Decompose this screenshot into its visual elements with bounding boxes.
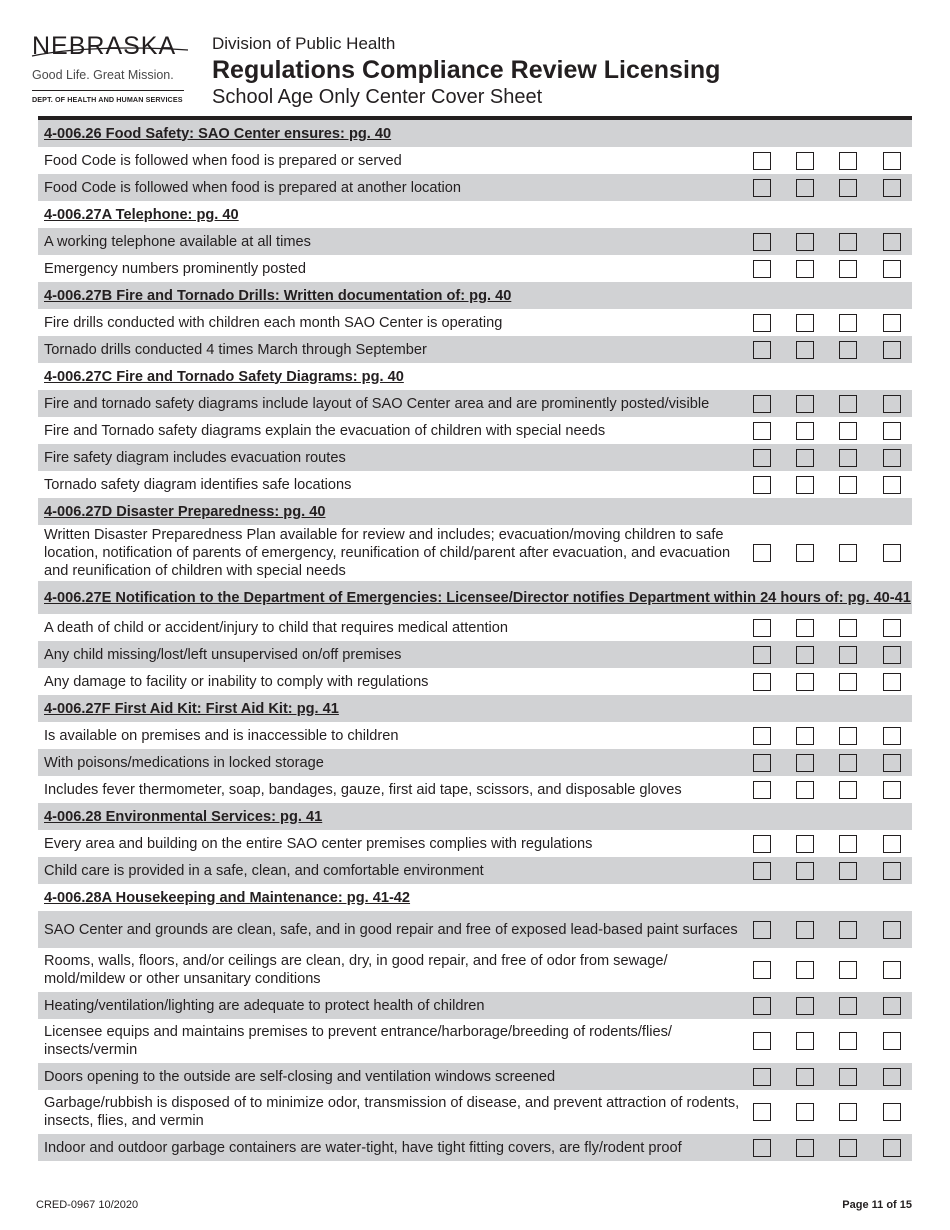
checkbox-col-4[interactable] [883, 544, 901, 562]
section-header-row [38, 803, 912, 830]
requirement-text: Child care is provided in a safe, clean, and comfortable environment [44, 862, 484, 879]
checkbox-col-4[interactable] [883, 997, 901, 1015]
checklist-row [38, 911, 912, 948]
checkbox-group [744, 830, 912, 857]
requirement-text: Food Code is followed when food is prepared at another location [44, 179, 461, 196]
checkbox-col-2[interactable] [796, 179, 814, 197]
checkbox-col-4[interactable] [883, 179, 901, 197]
checklist-row [38, 992, 912, 1019]
nebraska-dhhs-logo [30, 30, 190, 110]
checklist-row [38, 336, 912, 363]
requirement-text: SAO Center and grounds are clean, safe, and in good repair and free of exposed lead-based paint surfaces [44, 921, 738, 938]
checkbox-col-2[interactable] [796, 341, 814, 359]
checkbox-group [744, 668, 912, 695]
logo-wordmark: NEBRASKA [32, 32, 177, 60]
section-header-row [38, 282, 912, 309]
checkbox-group [744, 255, 912, 282]
checkbox-col-2[interactable] [796, 1032, 814, 1050]
checkbox-col-4[interactable] [883, 449, 901, 467]
checkbox-col-2[interactable] [796, 619, 814, 637]
form-id: CRED-0967 10/2020 [36, 1199, 139, 1211]
checkbox-col-3[interactable] [839, 233, 857, 251]
page-subtitle: School Age Only Center Cover Sheet [212, 86, 543, 108]
checkbox-col-3[interactable] [839, 422, 857, 440]
checkbox-col-3[interactable] [839, 395, 857, 413]
checkbox-col-3[interactable] [839, 476, 857, 494]
checkbox-col-1[interactable] [753, 997, 771, 1015]
checkbox-col-3[interactable] [839, 1139, 857, 1157]
checkbox-col-3[interactable] [839, 152, 857, 170]
checklist-row [38, 948, 912, 992]
checkbox-col-3[interactable] [839, 961, 857, 979]
section-header-row [38, 363, 912, 390]
checkbox-col-4[interactable] [883, 727, 901, 745]
checkbox-col-2[interactable] [796, 1139, 814, 1157]
section-title: 4-006.27D Disaster Preparedness: pg. 40 [44, 503, 326, 520]
checkbox-col-4[interactable] [883, 152, 901, 170]
checkbox-col-4[interactable] [883, 314, 901, 332]
checkbox-col-3[interactable] [839, 179, 857, 197]
requirement-text: Rooms, walls, floors, and/or ceilings are clean, dry, in good repair, and free of odor from sewage/ mold/mildew or other unsanitary conditions [44, 953, 668, 987]
checkbox-col-4[interactable] [883, 961, 901, 979]
requirement-text: Tornado safety diagram identifies safe locations [44, 476, 352, 493]
checklist-row [38, 1019, 912, 1063]
page-number: Page 11 of 15 [842, 1199, 912, 1211]
checkbox-col-3[interactable] [839, 260, 857, 278]
page-title: Regulations Compliance Review Licensing [212, 56, 721, 84]
checkbox-col-3[interactable] [839, 314, 857, 332]
requirement-text: Written Disaster Preparedness Plan available for review and includes; evacuation/moving children to safe location, notification of parents of emergency, reunification of child/parent after evacuation, and evacuation and reunification of children with special needs [44, 527, 731, 579]
checkbox-col-4[interactable] [883, 422, 901, 440]
checklist-row [38, 147, 912, 174]
checklist-row [38, 749, 912, 776]
checklist-row [38, 390, 912, 417]
section-title: 4-006.28 Environmental Services: pg. 41 [44, 808, 323, 825]
checkbox-group [744, 948, 912, 992]
checkbox-group [744, 471, 912, 498]
checkbox-col-4[interactable] [883, 646, 901, 664]
checkbox-group [744, 776, 912, 803]
checkbox-col-2[interactable] [796, 233, 814, 251]
checkbox-col-3[interactable] [839, 921, 857, 939]
checklist-row [38, 776, 912, 803]
checklist-row [38, 417, 912, 444]
checkbox-col-1[interactable] [753, 646, 771, 664]
requirement-text: Food Code is followed when food is prepared or served [44, 152, 402, 169]
section-header-row [38, 201, 912, 228]
header-titles [212, 34, 720, 109]
checkbox-col-2[interactable] [796, 1068, 814, 1086]
logo-tagline: Good Life. Great Mission. [32, 68, 174, 82]
section-header-row [38, 884, 912, 911]
checklist-row [38, 668, 912, 695]
checkbox-group [744, 228, 912, 255]
requirement-text: Any damage to facility or inability to comply with regulations [44, 673, 429, 690]
requirement-text: Fire drills conducted with children each month SAO Center is operating [44, 314, 503, 331]
checkbox-group [744, 309, 912, 336]
checkbox-col-1[interactable] [753, 341, 771, 359]
requirement-text: Fire and tornado safety diagrams include layout of SAO Center area and are prominently posted/visible [44, 395, 710, 412]
checkbox-col-2[interactable] [796, 422, 814, 440]
checkbox-col-2[interactable] [796, 835, 814, 853]
checkbox-col-1[interactable] [753, 260, 771, 278]
checkbox-col-3[interactable] [839, 754, 857, 772]
checkbox-col-4[interactable] [883, 619, 901, 637]
checklist-row [38, 525, 912, 581]
checkbox-col-3[interactable] [839, 781, 857, 799]
requirement-text: Fire safety diagram includes evacuation routes [44, 449, 346, 466]
checkbox-col-1[interactable] [753, 1068, 771, 1086]
section-header-row [38, 498, 912, 525]
checkbox-col-2[interactable] [796, 862, 814, 880]
checkbox-col-1[interactable] [753, 754, 771, 772]
requirement-text: With poisons/medications in locked storage [44, 754, 324, 771]
checkbox-group [744, 174, 912, 201]
checkbox-col-1[interactable] [753, 961, 771, 979]
checkbox-group [744, 722, 912, 749]
section-title: 4-006.27A Telephone: pg. 40 [44, 206, 239, 223]
logo-swoosh-icon [30, 34, 190, 64]
checkbox-col-2[interactable] [796, 754, 814, 772]
checkbox-group [744, 857, 912, 884]
section-title: 4-006.26 Food Safety: SAO Center ensures: pg. 40 [44, 125, 392, 142]
requirement-text: Indoor and outdoor garbage containers are water-tight, have tight fitting covers, are fly/rodent proof [44, 1139, 682, 1156]
checkbox-col-4[interactable] [883, 260, 901, 278]
checkbox-group [744, 641, 912, 668]
checklist-row [38, 1134, 912, 1161]
checkbox-group [744, 336, 912, 363]
checkbox-col-2[interactable] [796, 961, 814, 979]
checkbox-group [744, 614, 912, 641]
requirement-text: A death of child or accident/injury to child that requires medical attention [44, 619, 509, 636]
checkbox-group [744, 1134, 912, 1161]
section-header-row [38, 120, 912, 147]
checklist-row [38, 830, 912, 857]
checkbox-group [744, 444, 912, 471]
checkbox-group [744, 1019, 912, 1063]
checkbox-col-1[interactable] [753, 233, 771, 251]
checkbox-col-4[interactable] [883, 476, 901, 494]
checkbox-col-3[interactable] [839, 1103, 857, 1121]
checkbox-group [744, 911, 912, 948]
checkbox-col-4[interactable] [883, 1068, 901, 1086]
checkbox-col-2[interactable] [796, 921, 814, 939]
checkbox-group [744, 1063, 912, 1090]
checkbox-col-2[interactable] [796, 1103, 814, 1121]
checkbox-col-4[interactable] [883, 754, 901, 772]
checkbox-col-1[interactable] [753, 862, 771, 880]
requirement-text: Any child missing/lost/left unsupervised on/off premises [44, 646, 402, 663]
checkbox-col-3[interactable] [839, 997, 857, 1015]
checkbox-col-4[interactable] [883, 673, 901, 691]
checkbox-col-4[interactable] [883, 862, 901, 880]
section-title: 4-006.28A Housekeeping and Maintenance: pg. 41-42 [44, 889, 411, 906]
checkbox-group [744, 992, 912, 1019]
checkbox-col-3[interactable] [839, 727, 857, 745]
checkbox-col-3[interactable] [839, 341, 857, 359]
section-header-row [38, 581, 912, 614]
checkbox-col-4[interactable] [883, 781, 901, 799]
checkbox-group [744, 147, 912, 174]
checkbox-col-3[interactable] [839, 449, 857, 467]
checkbox-col-4[interactable] [883, 395, 901, 413]
checkbox-group [744, 417, 912, 444]
checkbox-col-1[interactable] [753, 1032, 771, 1050]
checkbox-col-2[interactable] [796, 476, 814, 494]
checkbox-col-2[interactable] [796, 544, 814, 562]
requirement-text: A working telephone available at all times [44, 233, 311, 250]
checkbox-group [744, 390, 912, 417]
checklist-row [38, 857, 912, 884]
requirement-text: Garbage/rubbish is disposed of to minimize odor, transmission of disease, and prevent attraction of rodents, insects, flies, and vermin [44, 1095, 740, 1129]
checkbox-col-1[interactable] [753, 835, 771, 853]
checkbox-col-4[interactable] [883, 233, 901, 251]
checkbox-col-3[interactable] [839, 544, 857, 562]
logo-department: DEPT. OF HEALTH AND HUMAN SERVICES [32, 95, 183, 104]
checkbox-col-3[interactable] [839, 1032, 857, 1050]
checkbox-col-4[interactable] [883, 1103, 901, 1121]
checkbox-col-1[interactable] [753, 1103, 771, 1121]
checkbox-col-1[interactable] [753, 422, 771, 440]
requirement-text: Includes fever thermometer, soap, bandages, gauze, first aid tape, scissors, and disposable gloves [44, 781, 682, 798]
checklist-row [38, 471, 912, 498]
checkbox-group [744, 1090, 912, 1134]
checkbox-col-1[interactable] [753, 781, 771, 799]
compliance-checklist [38, 120, 912, 1161]
section-title: 4-006.27B Fire and Tornado Drills: Written documentation of: pg. 40 [44, 287, 512, 304]
section-title: 4-006.27C Fire and Tornado Safety Diagrams: pg. 40 [44, 368, 404, 385]
checkbox-col-1[interactable] [753, 314, 771, 332]
requirement-text: Emergency numbers prominently posted [44, 260, 307, 277]
requirement-text: Is available on premises and is inaccessible to children [44, 727, 399, 744]
checkbox-col-3[interactable] [839, 646, 857, 664]
checkbox-col-2[interactable] [796, 260, 814, 278]
checkbox-col-2[interactable] [796, 314, 814, 332]
checkbox-col-2[interactable] [796, 781, 814, 799]
checkbox-col-4[interactable] [883, 1032, 901, 1050]
requirement-text: Tornado drills conducted 4 times March through September [44, 341, 427, 358]
checkbox-group [744, 525, 912, 581]
requirement-text: Fire and Tornado safety diagrams explain the evacuation of children with special needs [44, 422, 606, 439]
checklist-row [38, 614, 912, 641]
checkbox-col-1[interactable] [753, 179, 771, 197]
checklist-row [38, 1063, 912, 1090]
checklist-row [38, 722, 912, 749]
checkbox-col-2[interactable] [796, 673, 814, 691]
section-header-row [38, 695, 912, 722]
checkbox-col-1[interactable] [753, 673, 771, 691]
checkbox-col-1[interactable] [753, 1139, 771, 1157]
requirement-text: Heating/ventilation/lighting are adequate to protect health of children [44, 997, 485, 1014]
checkbox-col-1[interactable] [753, 619, 771, 637]
checklist-row [38, 444, 912, 471]
checkbox-col-2[interactable] [796, 727, 814, 745]
checkbox-col-1[interactable] [753, 476, 771, 494]
requirement-text: Licensee equips and maintains premises to prevent entrance/harborage/breeding of rodents/flies/ insects/vermin [44, 1024, 672, 1058]
division-name: Division of Public Health [212, 34, 396, 53]
requirement-text: Doors opening to the outside are self-closing and ventilation windows screened [44, 1068, 556, 1085]
checklist-row [38, 174, 912, 201]
checkbox-col-1[interactable] [753, 395, 771, 413]
checklist-row [38, 228, 912, 255]
checkbox-col-2[interactable] [796, 449, 814, 467]
checklist-row [38, 1090, 912, 1134]
checkbox-col-2[interactable] [796, 152, 814, 170]
checkbox-col-4[interactable] [883, 835, 901, 853]
checkbox-col-2[interactable] [796, 395, 814, 413]
checklist-row [38, 255, 912, 282]
checklist-row [38, 309, 912, 336]
section-title: 4-006.27E Notification to the Department of Emergencies: Licensee/Director notifies Department within 24 hours of: pg. 40-41 [44, 589, 911, 606]
checkbox-col-2[interactable] [796, 646, 814, 664]
requirement-text: Every area and building on the entire SAO center premises complies with regulations [44, 835, 593, 852]
checkbox-col-4[interactable] [883, 1139, 901, 1157]
checkbox-col-1[interactable] [753, 449, 771, 467]
checkbox-col-1[interactable] [753, 921, 771, 939]
page-header [30, 30, 918, 116]
checkbox-col-4[interactable] [883, 921, 901, 939]
checkbox-col-3[interactable] [839, 862, 857, 880]
checkbox-col-3[interactable] [839, 619, 857, 637]
checkbox-group [744, 749, 912, 776]
checklist-row [38, 641, 912, 668]
checkbox-col-3[interactable] [839, 673, 857, 691]
section-title: 4-006.27F First Aid Kit: First Aid Kit: pg. 41 [44, 700, 339, 717]
checkbox-col-3[interactable] [839, 1068, 857, 1086]
checkbox-col-1[interactable] [753, 544, 771, 562]
checkbox-col-1[interactable] [753, 152, 771, 170]
checkbox-col-1[interactable] [753, 727, 771, 745]
checkbox-col-3[interactable] [839, 835, 857, 853]
logo-divider [32, 90, 184, 91]
checkbox-col-2[interactable] [796, 997, 814, 1015]
checkbox-col-4[interactable] [883, 341, 901, 359]
